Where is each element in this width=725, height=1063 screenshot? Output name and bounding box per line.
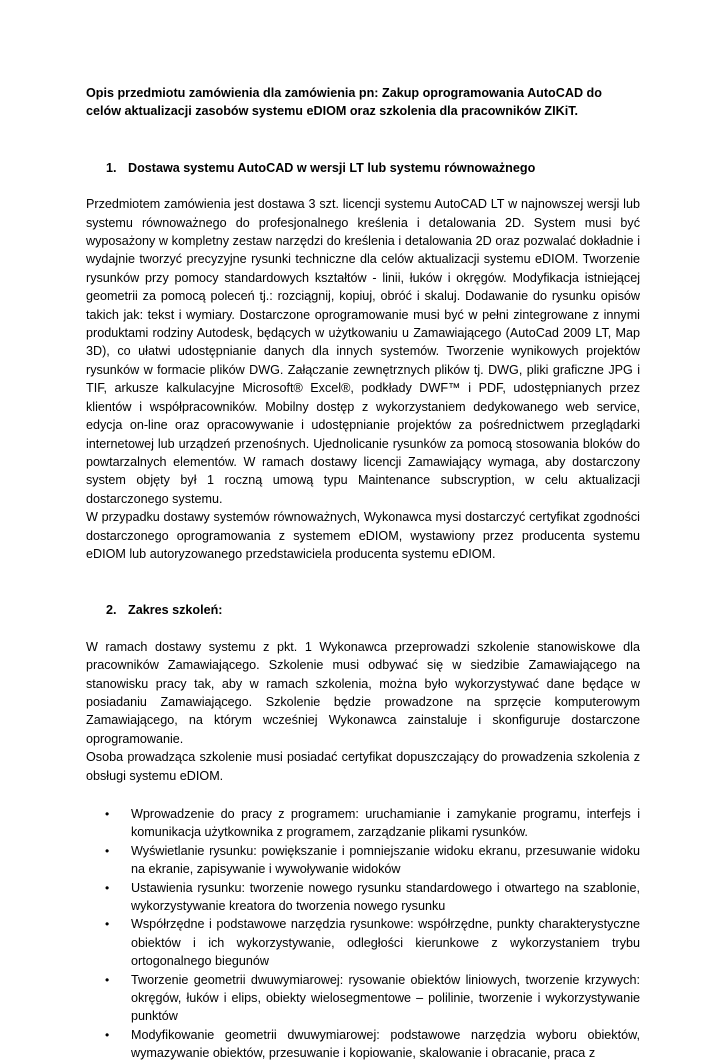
bullet-icon: • (105, 917, 110, 932)
section-1-title: Dostawa systemu AutoCAD w wersji LT lub systemu równoważnego (128, 160, 536, 175)
section-2-title: Zakres szkoleń: (128, 603, 223, 618)
section-2-heading (86, 601, 640, 619)
section-1-paragraph-2: W przypadku dostawy systemów równoważnych, Wykonawca mysi dostarczyć certyfikat zgodności dostarczonego oprogramowania z systemem eDIOM, wystawiony przez producenta systemu eDIOM lub autoryzowanego przedstawiciela producenta systemu eDIOM. (86, 510, 640, 561)
document-body (86, 84, 640, 1063)
section-2-number: 2. (106, 603, 117, 618)
list-item: • Tworzenie geometrii dwuwymiarowej: rysowanie obiektów liniowych, tworzenie krzywych: okręgów, łuków i elips, obiekty wielosegmentowe – polilinie, tworzenie i wykorzystywanie punktów (105, 972, 640, 1024)
bullet-icon: • (105, 972, 110, 987)
section-2-paragraph-2: Osoba prowadząca szkolenie musi posiadać certyfikat dopuszczający do prowadzenia szkolenia z obsługi systemu eDIOM. (86, 750, 640, 783)
section-2-paragraph: W ramach dostawy systemu z pkt. 1 Wykonawca przeprowadzi szkolenie stanowiskowe dla pracowników Zamawiającego. Szkolenie musi odbywać się w siedzibie Zamawiającego na stanowisku pracy tak, aby w ramach szkolenia, można było wykorzystywać dane będące w posiadaniu Zamawiającego. Szkolenie będzie prowadzone na sprzęcie komputerowym Zamawiającego, na którym wcześniej Wykonawca zainstaluje i skonfiguruje dostarczone oprogramowanie. (86, 639, 640, 746)
bullet-icon: • (105, 843, 110, 858)
section-1-paragraph: Przedmiotem zamówienia jest dostawa 3 szt. licencji systemu AutoCAD LT w najnowszej wersji lub systemu równoważnego do profesjonalnego kreślenia i detalowania 2D. System musi być wyposażony w kompletny zestaw narzędzi do kreślenia i detalowania 2D oraz pozwalać dokładnie i wydajnie tworzyć precyzyjne rysunki techniczne dla celów aktualizacji systemu eDIOM. Tworzenie rysunków przy pomocy standardowych kształtów - linii, łuków i okręgów. Modyfikacja istniejącej geometrii za pomocą poleceń tj.: rozciągnij, kopiuj, obróć i skaluj. Dodawanie do rysunku opisów takich jak: tekst i wymiary. Dostarczone oprogramowanie musi być w pełni zintegrowane z innymi produktami rodziny Autodesk, będących w użytkowaniu u Zamawiającego (AutoCad 2009 LT, Map 3D), co ułatwi udostępnianie danych dla innych systemów. Tworzenie wynikowych projektów rysunków w formacie plików DWG. Załączanie zewnętrznych plików tj. DWG, pliki graficzne JPG i TIF, arkusze kalkulacyjne Microsoft® Excel®, podkłady DWF™ i PDF, udostępnianych przez klientów i współpracowników. Mobilny dostęp z wykorzystaniem dedykowanego web service, edycja on-line oraz opracowywanie i udostępnianie projektów za pośrednictwem przeglądarki internetowej lub urządzeń przenośnych. Ujednolicanie rysunków za pomocą stosowania bloków do powtarzalnych elementów. W ramach dostawy licencji Zamawiający wymaga, aby dostarczony system objęty był 1 roczną umową typu Maintenance subscryption, w celu aktualizacji dostarczonego systemu. (86, 197, 640, 506)
section-1-heading (86, 159, 640, 177)
section-1-number: 1. (106, 160, 117, 175)
training-scope-list (86, 805, 640, 1063)
list-item: • Wprowadzenie do pracy z programem: uruchamianie i zamykanie programu, interfejs i komunikacja użytkownika z programem, zarządzanie plikami rysunków. (105, 807, 640, 840)
list-item: • Współrzędne i podstawowe narzędzia rysunkowe: współrzędne, punkty charakterystyczne obiektów i ich wykorzystywanie, odległości kierunkowe z wykorzystaniem trybu ortogonalnego biegunów (105, 917, 640, 969)
document-title: Opis przedmiotu zamówienia dla zamówienia pn: Zakup oprogramowania AutoCAD do celów aktualizacji zasobów systemu eDIOM oraz szkolenia dla pracowników ZIKiT. (86, 86, 602, 119)
bullet-icon: • (105, 880, 110, 895)
list-item: • Ustawienia rysunku: tworzenie nowego rysunku standardowego i otwartego na szablonie, wykorzystywanie kreatora do tworzenia nowego rysunku (105, 880, 640, 914)
bullet-icon: • (105, 807, 110, 821)
list-item: • Modyfikowanie geometrii dwuwymiarowej: podstawowe narzędzia wyboru obiektów, wymazywanie obiektów, przesuwanie i kopiowanie, skalowanie i obracanie, praca z (105, 1027, 640, 1061)
bullet-icon: • (105, 1027, 110, 1042)
list-item: • Wyświetlanie rysunku: powiększanie i pomniejszanie widoku ekranu, przesuwanie widoku na ekranie, zapisywanie i wywoływanie widoków (105, 843, 640, 877)
